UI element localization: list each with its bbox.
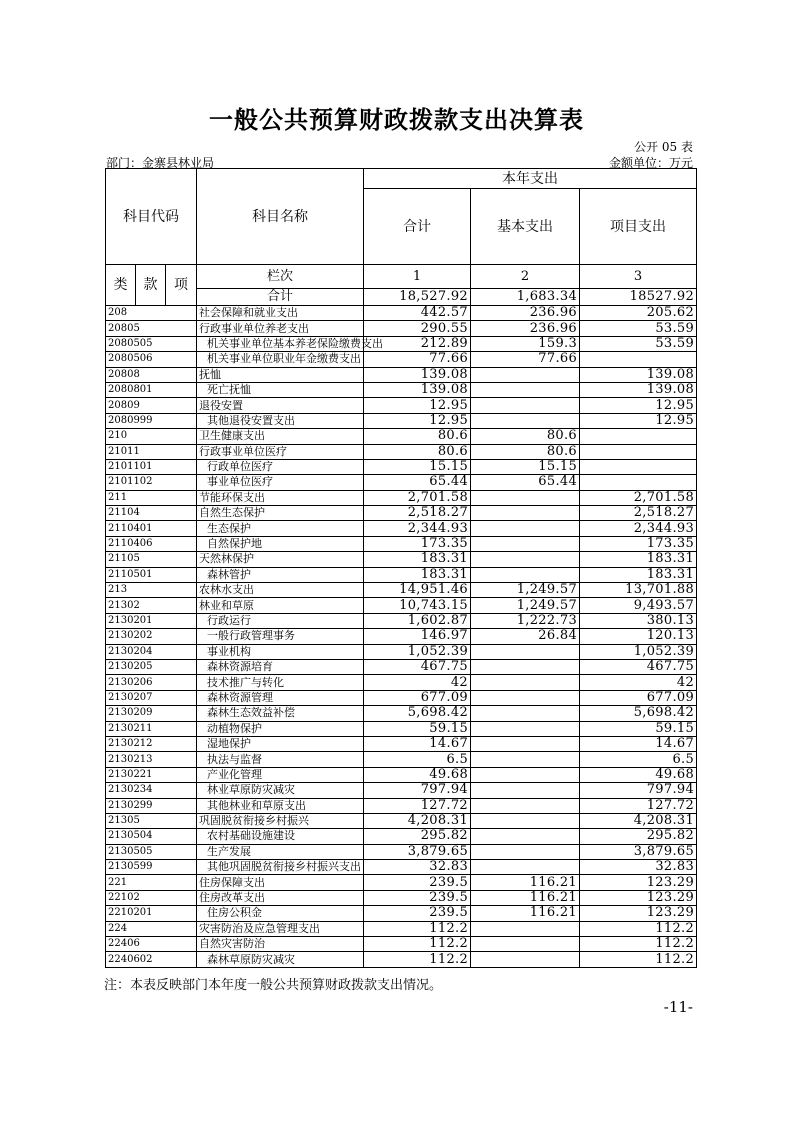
- row-project: 49.68: [580, 767, 697, 782]
- table-row: [106, 844, 697, 859]
- row-project: 12.95: [580, 413, 697, 428]
- table-row: [106, 382, 697, 397]
- row-basic: 116.21: [471, 890, 580, 905]
- sum-project: 18527.92: [580, 289, 697, 306]
- row-basic: 65.44: [471, 475, 580, 490]
- row-name: 执法与监督: [197, 752, 364, 767]
- row-total: 80.6: [364, 444, 471, 459]
- row-project: 467.75: [580, 659, 697, 674]
- row-basic: 80.6: [471, 444, 580, 459]
- row-basic: [471, 844, 580, 859]
- row-name: 林业草原防灾减灾: [197, 783, 364, 798]
- row-total: 2,701.58: [364, 490, 471, 505]
- row-total: 112.2: [364, 952, 471, 967]
- row-name: 灾害防治及应急管理支出: [197, 921, 364, 936]
- row-total: 14,951.46: [364, 583, 471, 598]
- row-basic: 1,249.57: [471, 583, 580, 598]
- row-total: 65.44: [364, 475, 471, 490]
- table-row: [106, 490, 697, 505]
- row-code: 208: [106, 306, 197, 321]
- table-row: [106, 506, 697, 521]
- row-total: 239.5: [364, 875, 471, 890]
- row-name: 森林资源管理: [197, 690, 364, 705]
- header-xiang: 项: [166, 265, 197, 306]
- row-code: 2110406: [106, 536, 197, 551]
- row-name: 动植物保护: [197, 721, 364, 736]
- row-total: 2,518.27: [364, 506, 471, 521]
- row-code: 2130299: [106, 798, 197, 813]
- row-name: 其他林业和草原支出: [197, 798, 364, 813]
- table-row: [106, 567, 697, 582]
- table-row: [106, 798, 697, 813]
- row-project: 123.29: [580, 875, 697, 890]
- row-name: 自然生态保护: [197, 506, 364, 521]
- row-code: 2240602: [106, 952, 197, 967]
- table-row: [106, 813, 697, 828]
- row-basic: [471, 367, 580, 382]
- table-row: [106, 321, 697, 336]
- row-name: 节能环保支出: [197, 490, 364, 505]
- row-name: 森林管护: [197, 567, 364, 582]
- row-code: 221: [106, 875, 197, 890]
- row-code: 2080999: [106, 413, 197, 428]
- row-total: 32.83: [364, 860, 471, 875]
- row-project: [580, 429, 697, 444]
- table-row: [106, 429, 697, 444]
- row-project: 4,208.31: [580, 813, 697, 828]
- row-name: 巩固脱贫衔接乡村振兴: [197, 813, 364, 828]
- header-column-order: 栏次: [197, 265, 364, 289]
- row-total: 290.55: [364, 321, 471, 336]
- row-project: 112.2: [580, 937, 697, 952]
- row-name: 湿地保护: [197, 736, 364, 751]
- row-code: 213: [106, 583, 197, 598]
- row-basic: 1,249.57: [471, 598, 580, 613]
- table-row: [106, 860, 697, 875]
- header-col2: 2: [471, 265, 580, 289]
- row-project: 13,701.88: [580, 583, 697, 598]
- row-total: 212.89: [364, 336, 471, 351]
- row-total: 239.5: [364, 890, 471, 905]
- row-total: 14.67: [364, 736, 471, 751]
- row-total: 183.31: [364, 552, 471, 567]
- row-name: 事业单位医疗: [197, 475, 364, 490]
- row-code: 2130504: [106, 829, 197, 844]
- row-code: 2130201: [106, 613, 197, 628]
- header-project: 项目支出: [580, 189, 697, 265]
- row-basic: 26.84: [471, 629, 580, 644]
- row-total: 677.09: [364, 690, 471, 705]
- row-project: 120.13: [580, 629, 697, 644]
- row-name: 森林资源培育: [197, 659, 364, 674]
- form-number: 公开 05 表: [634, 140, 693, 154]
- row-total: 112.2: [364, 937, 471, 952]
- row-code: 21302: [106, 598, 197, 613]
- row-total: 127.72: [364, 798, 471, 813]
- row-code: 2080506: [106, 352, 197, 367]
- table-row: [106, 890, 697, 905]
- row-code: 2101101: [106, 459, 197, 474]
- row-project: 139.08: [580, 382, 697, 397]
- table-row: [106, 690, 697, 705]
- row-total: 239.5: [364, 906, 471, 921]
- row-total: 1,602.87: [364, 613, 471, 628]
- row-name: 住房改革支出: [197, 890, 364, 905]
- row-code: 211: [106, 490, 197, 505]
- row-basic: [471, 798, 580, 813]
- row-basic: [471, 829, 580, 844]
- row-project: 42: [580, 675, 697, 690]
- header-basic: 基本支出: [471, 189, 580, 265]
- row-project: 139.08: [580, 367, 697, 382]
- row-project: [580, 475, 697, 490]
- row-project: 6.5: [580, 752, 697, 767]
- table-row: [106, 644, 697, 659]
- row-code: 2080801: [106, 382, 197, 397]
- table-row: [106, 336, 697, 351]
- row-code: 2210201: [106, 906, 197, 921]
- row-project: 53.59: [580, 321, 697, 336]
- row-project: 2,518.27: [580, 506, 697, 521]
- row-total: 59.15: [364, 721, 471, 736]
- sum-label: 合计: [197, 289, 364, 306]
- table-row: [106, 783, 697, 798]
- row-code: 224: [106, 921, 197, 936]
- row-code: 2110401: [106, 521, 197, 536]
- row-basic: [471, 860, 580, 875]
- table-row: [106, 536, 697, 551]
- row-project: 295.82: [580, 829, 697, 844]
- row-total: 146.97: [364, 629, 471, 644]
- row-project: 53.59: [580, 336, 697, 351]
- row-total: 139.08: [364, 382, 471, 397]
- row-basic: [471, 921, 580, 936]
- row-code: 20808: [106, 367, 197, 382]
- header-name: 科目名称: [197, 169, 364, 265]
- row-project: 112.2: [580, 921, 697, 936]
- row-project: 183.31: [580, 552, 697, 567]
- row-code: 2130206: [106, 675, 197, 690]
- row-code: 20809: [106, 398, 197, 413]
- table-row: [106, 752, 697, 767]
- row-name: 一般行政管理事务: [197, 629, 364, 644]
- table-row: [106, 921, 697, 936]
- row-code: 2130599: [106, 860, 197, 875]
- row-project: 14.67: [580, 736, 697, 751]
- row-basic: [471, 490, 580, 505]
- row-total: 77.66: [364, 352, 471, 367]
- row-name: 森林生态效益补偿: [197, 706, 364, 721]
- row-basic: [471, 552, 580, 567]
- row-project: 127.72: [580, 798, 697, 813]
- row-total: 295.82: [364, 829, 471, 844]
- row-basic: 236.96: [471, 306, 580, 321]
- table-row: [106, 552, 697, 567]
- row-name: 其他巩固脱贫衔接乡村振兴支出: [197, 860, 364, 875]
- row-name: 自然保护地: [197, 536, 364, 551]
- row-name: 卫生健康支出: [197, 429, 364, 444]
- table-row: [106, 413, 697, 428]
- row-code: 2130209: [106, 706, 197, 721]
- row-code: 2130212: [106, 736, 197, 751]
- row-basic: [471, 783, 580, 798]
- row-total: 3,879.65: [364, 844, 471, 859]
- row-code: 2130211: [106, 721, 197, 736]
- row-basic: [471, 382, 580, 397]
- table-row: [106, 459, 697, 474]
- row-name: 死亡抚恤: [197, 382, 364, 397]
- row-code: 2130204: [106, 644, 197, 659]
- row-total: 15.15: [364, 459, 471, 474]
- row-total: 2,344.93: [364, 521, 471, 536]
- row-code: 21305: [106, 813, 197, 828]
- header-col3: 3: [580, 265, 697, 289]
- row-name: 行政事业单位医疗: [197, 444, 364, 459]
- table-row: [106, 767, 697, 782]
- header-kuan: 款: [136, 265, 166, 306]
- row-name: 行政单位医疗: [197, 459, 364, 474]
- row-code: 2080505: [106, 336, 197, 351]
- row-basic: [471, 644, 580, 659]
- table-row: [106, 952, 697, 967]
- row-code: 2130205: [106, 659, 197, 674]
- row-basic: [471, 752, 580, 767]
- row-code: 21011: [106, 444, 197, 459]
- table-note: 注：本表反映部门本年度一般公共预算财政拨款支出情况。: [104, 978, 443, 993]
- row-project: 2,701.58: [580, 490, 697, 505]
- row-basic: 236.96: [471, 321, 580, 336]
- row-project: 123.29: [580, 906, 697, 921]
- row-project: 1,052.39: [580, 644, 697, 659]
- row-project: 205.62: [580, 306, 697, 321]
- row-code: 2110501: [106, 567, 197, 582]
- row-name: 生产发展: [197, 844, 364, 859]
- row-total: 4,208.31: [364, 813, 471, 828]
- row-basic: [471, 659, 580, 674]
- row-project: 5,698.42: [580, 706, 697, 721]
- unit-label: 金额单位：万元: [608, 156, 693, 170]
- row-basic: 15.15: [471, 459, 580, 474]
- table-row: [106, 398, 697, 413]
- row-total: 6.5: [364, 752, 471, 767]
- row-total: 467.75: [364, 659, 471, 674]
- row-code: 210: [106, 429, 197, 444]
- row-name: 住房保障支出: [197, 875, 364, 890]
- sum-total: 18,527.92: [364, 289, 471, 306]
- row-total: 173.35: [364, 536, 471, 551]
- row-name: 农林水支出: [197, 583, 364, 598]
- table-row: [106, 352, 697, 367]
- row-name: 住房公积金: [197, 906, 364, 921]
- header-current-year: 本年支出: [364, 169, 697, 189]
- table-row: [106, 629, 697, 644]
- row-code: 2130207: [106, 690, 197, 705]
- table-row: [106, 875, 697, 890]
- row-basic: 159.3: [471, 336, 580, 351]
- row-project: 797.94: [580, 783, 697, 798]
- row-basic: 116.21: [471, 875, 580, 890]
- row-project: 123.29: [580, 890, 697, 905]
- row-name: 森林草原防灾减灾: [197, 952, 364, 967]
- table-row: [106, 367, 697, 382]
- table-row: [106, 306, 697, 321]
- row-name: 农村基础设施建设: [197, 829, 364, 844]
- table-row: [106, 659, 697, 674]
- row-total: 80.6: [364, 429, 471, 444]
- row-code: 22406: [106, 937, 197, 952]
- row-total: 797.94: [364, 783, 471, 798]
- row-project: 173.35: [580, 536, 697, 551]
- table-row: [106, 444, 697, 459]
- row-project: [580, 459, 697, 474]
- header-lei: 类: [106, 265, 136, 306]
- row-basic: [471, 536, 580, 551]
- row-code: 21105: [106, 552, 197, 567]
- table-row: [106, 906, 697, 921]
- header-col1: 1: [364, 265, 471, 289]
- row-project: 12.95: [580, 398, 697, 413]
- row-name: 天然林保护: [197, 552, 364, 567]
- row-total: 42: [364, 675, 471, 690]
- row-code: 2130202: [106, 629, 197, 644]
- table-row: [106, 721, 697, 736]
- row-basic: [471, 567, 580, 582]
- header-code: 科目代码: [106, 169, 197, 265]
- row-name: 其他退役安置支出: [197, 413, 364, 428]
- row-basic: [471, 398, 580, 413]
- row-basic: [471, 413, 580, 428]
- row-name: 机关事业单位基本养老保险缴费支出: [197, 336, 364, 351]
- table-row: [106, 475, 697, 490]
- row-project: 677.09: [580, 690, 697, 705]
- row-code: 22102: [106, 890, 197, 905]
- row-project: 9,493.57: [580, 598, 697, 613]
- row-basic: 80.6: [471, 429, 580, 444]
- row-total: 112.2: [364, 921, 471, 936]
- row-code: 2130234: [106, 783, 197, 798]
- department-label: 部门：金寨县林业局: [106, 156, 215, 170]
- row-code: 2130213: [106, 752, 197, 767]
- row-basic: [471, 690, 580, 705]
- row-name: 产业化管理: [197, 767, 364, 782]
- row-project: [580, 352, 697, 367]
- row-name: 事业机构: [197, 644, 364, 659]
- row-basic: [471, 521, 580, 536]
- row-basic: 116.21: [471, 906, 580, 921]
- row-name: 抚恤: [197, 367, 364, 382]
- page-number: -11-: [663, 998, 693, 1016]
- row-name: 机关事业单位职业年金缴费支出: [197, 352, 364, 367]
- row-total: 442.57: [364, 306, 471, 321]
- row-project: [580, 444, 697, 459]
- header-total: 合计: [364, 189, 471, 265]
- row-total: 139.08: [364, 367, 471, 382]
- row-name: 林业和草原: [197, 598, 364, 613]
- row-total: 5,698.42: [364, 706, 471, 721]
- table-row: [106, 521, 697, 536]
- row-basic: [471, 937, 580, 952]
- table-row: [106, 675, 697, 690]
- row-project: 112.2: [580, 952, 697, 967]
- row-name: 生态保护: [197, 521, 364, 536]
- row-total: 12.95: [364, 398, 471, 413]
- table-row: [106, 613, 697, 628]
- row-basic: [471, 813, 580, 828]
- row-code: 21104: [106, 506, 197, 521]
- table-row: [106, 937, 697, 952]
- sum-basic: 1,683.34: [471, 289, 580, 306]
- row-project: 3,879.65: [580, 844, 697, 859]
- row-total: 10,743.15: [364, 598, 471, 613]
- row-code: 2101102: [106, 475, 197, 490]
- row-basic: [471, 767, 580, 782]
- row-basic: 1,222.73: [471, 613, 580, 628]
- row-name: 社会保障和就业支出: [197, 306, 364, 321]
- row-project: 380.13: [580, 613, 697, 628]
- row-project: 32.83: [580, 860, 697, 875]
- row-code: 2130505: [106, 844, 197, 859]
- row-basic: 77.66: [471, 352, 580, 367]
- row-basic: [471, 952, 580, 967]
- row-basic: [471, 506, 580, 521]
- row-name: 行政运行: [197, 613, 364, 628]
- table-row: [106, 706, 697, 721]
- table-row: [106, 829, 697, 844]
- page-title: 一般公共预算财政拨款支出决算表: [209, 105, 584, 134]
- row-total: 12.95: [364, 413, 471, 428]
- row-basic: [471, 721, 580, 736]
- row-name: 退役安置: [197, 398, 364, 413]
- table-row: [106, 583, 697, 598]
- row-total: 1,052.39: [364, 644, 471, 659]
- row-total: 183.31: [364, 567, 471, 582]
- row-basic: [471, 706, 580, 721]
- expenditure-table: [105, 168, 697, 968]
- row-total: 49.68: [364, 767, 471, 782]
- table-row: [106, 736, 697, 751]
- row-basic: [471, 736, 580, 751]
- row-name: 行政事业单位养老支出: [197, 321, 364, 336]
- row-name: 技术推广与转化: [197, 675, 364, 690]
- row-project: 2,344.93: [580, 521, 697, 536]
- row-project: 59.15: [580, 721, 697, 736]
- row-name: 自然灾害防治: [197, 937, 364, 952]
- row-project: 183.31: [580, 567, 697, 582]
- table-row: [106, 598, 697, 613]
- row-basic: [471, 675, 580, 690]
- row-code: 20805: [106, 321, 197, 336]
- row-code: 2130221: [106, 767, 197, 782]
